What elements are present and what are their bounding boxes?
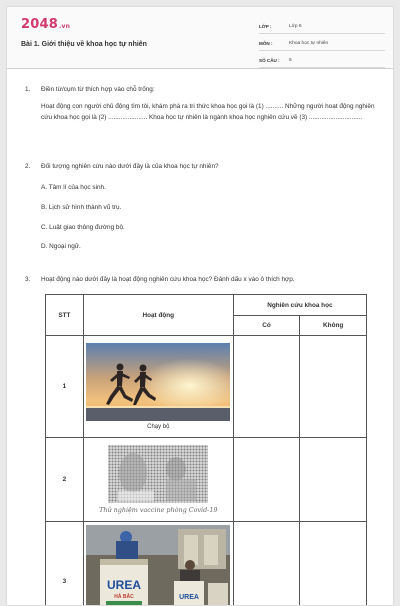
row-stt: 2 bbox=[46, 438, 84, 522]
option-c[interactable]: C. Luật giao thông đường bộ. bbox=[41, 224, 125, 231]
meta-label: SỐ CÂU : bbox=[259, 58, 289, 63]
row-stt: 3 bbox=[46, 522, 84, 606]
question-3 bbox=[25, 275, 379, 285]
row-stt: 1 bbox=[46, 336, 84, 438]
activity-caption: Chạy bộ bbox=[84, 424, 233, 430]
logo-tld: .vn bbox=[59, 23, 70, 30]
answer-cell-yes[interactable] bbox=[233, 336, 300, 438]
meta-label: LỚP : bbox=[259, 24, 289, 29]
meta-value: Khoa học tự nhiên bbox=[289, 41, 328, 46]
header-activity: Hoạt động bbox=[83, 295, 233, 336]
question-1 bbox=[25, 85, 379, 124]
vaccine-image bbox=[108, 445, 208, 503]
running-image bbox=[86, 343, 230, 421]
header-stt: STT bbox=[46, 295, 84, 336]
header-yes: Có bbox=[233, 316, 300, 336]
answer-cell-yes[interactable] bbox=[233, 522, 300, 606]
answer-cell-no[interactable] bbox=[300, 438, 367, 522]
answer-cell-no[interactable] bbox=[300, 522, 367, 606]
logo-main: 2048 bbox=[21, 17, 58, 32]
site-logo[interactable] bbox=[21, 17, 70, 32]
meta-row-count bbox=[259, 53, 385, 68]
running-illustration bbox=[86, 343, 230, 421]
row-activity bbox=[83, 438, 233, 522]
meta-label: MÔN : bbox=[259, 41, 289, 46]
question-prompt: Điền từ/cụm từ thích hợp vào chỗ trống: bbox=[41, 85, 379, 95]
meta-value: 5 bbox=[289, 58, 292, 63]
vaccine-illustration bbox=[108, 445, 208, 503]
worksheet-meta bbox=[259, 19, 385, 70]
option-b[interactable]: B. Lịch sử hình thành vũ trụ. bbox=[41, 204, 121, 211]
activity-caption: Thử nghiệm vaccine phòng Covid-19 bbox=[84, 506, 233, 514]
answer-cell-yes[interactable] bbox=[233, 438, 300, 522]
question-prompt: Đối tượng nghiên cứu nào dưới đây là của khoa học tự nhiên? bbox=[41, 162, 379, 172]
sack-label-2: HÀ BẮC bbox=[115, 592, 135, 600]
table-row bbox=[46, 522, 367, 606]
worksheet-header bbox=[7, 7, 393, 69]
table-row bbox=[46, 438, 367, 522]
question-number: 2. bbox=[25, 162, 30, 172]
row-activity bbox=[83, 336, 233, 438]
header-research: Nghiên cứu khoa học bbox=[233, 295, 366, 316]
fertilizer-illustration bbox=[86, 525, 230, 606]
question-prompt: Hoạt động nào dưới đây là hoạt động nghiên cứu khoa học? Đánh dấu x vào ô thích hợp. bbox=[41, 275, 379, 285]
activity-table bbox=[45, 294, 367, 606]
worksheet-page bbox=[6, 6, 394, 606]
header-no: Không bbox=[300, 316, 367, 336]
meta-row-subject bbox=[259, 36, 385, 51]
question-2 bbox=[25, 162, 379, 172]
sack-label-1: UREA bbox=[107, 578, 141, 592]
option-a[interactable]: A. Tâm lí của học sinh. bbox=[41, 184, 106, 191]
meta-row-class bbox=[259, 19, 385, 34]
question-fill-text: Hoạt động con người chủ động tìm tòi, khám phá ra tri thức khoa học gọi là (1) .......... Những người hoạt động nghiên cứu khoa học gọi là (2) ...................... Khoa học tự nhiên là ngành khoa học nghiên cứu về (3) .............................. bbox=[41, 101, 379, 123]
question-number: 3. bbox=[25, 275, 30, 285]
fertilizer-image bbox=[86, 525, 230, 606]
question-number: 1. bbox=[25, 85, 30, 95]
answer-cell-no[interactable] bbox=[300, 336, 367, 438]
lesson-title: Bài 1. Giới thiệu về khoa học tự nhiên bbox=[21, 41, 147, 48]
row-activity bbox=[83, 522, 233, 606]
table-row bbox=[46, 336, 367, 438]
sack-label-3: UREA bbox=[179, 594, 199, 601]
option-d[interactable]: D. Ngoại ngữ. bbox=[41, 243, 81, 250]
meta-value: Lớp 6 bbox=[289, 24, 301, 29]
